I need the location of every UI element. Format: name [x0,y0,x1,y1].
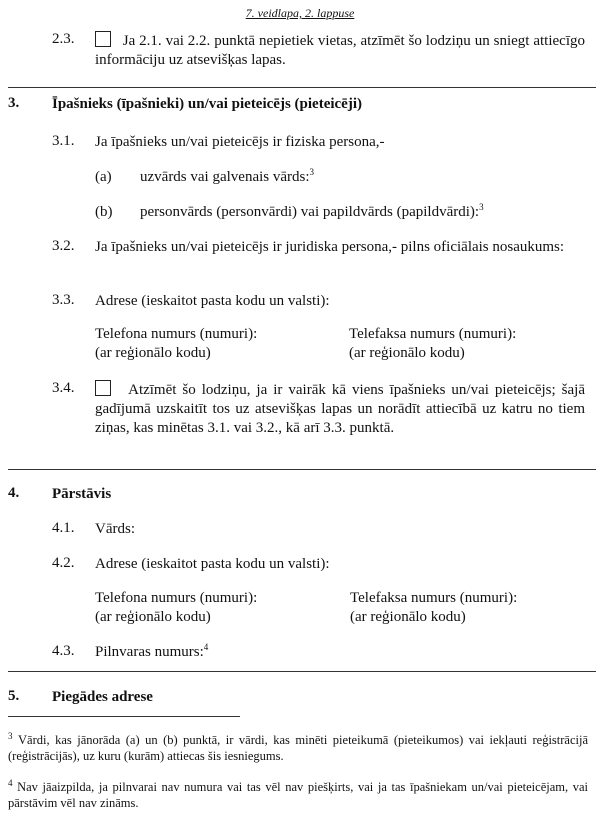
item-3-4-text: Atzīmēt šo lodziņu, ja ir vairāk kā viens īpašnieks un/vai pieteicējs; šajā gadījumā uzskaitīt tos uz atsevišķas lapas un norādīt attiecībā uz katru no tiem ziņas, kas minētas 3.1. vai 3.2., kā arī 3.3. punktā. [95,382,585,436]
item-3-1-b-label: (b) [95,204,113,220]
item-4-3-text: Pilnvaras numurs: [95,644,204,660]
item-number-4-3: 4.3. [52,643,75,659]
item-3-1-a-text: uzvārds vai galvenais vārds: [140,169,310,185]
phone-label-4: Telefona numurs (numuri): [95,590,258,606]
section-4-title: Pārstāvis [52,486,112,502]
item-4-2-text: Adrese (ieskaitot pasta kodu un valsti): [95,556,330,572]
item-3-1-a-label: (a) [95,169,112,185]
item-2-3 [95,31,585,70]
item-number-4-1: 4.1. [52,520,75,536]
section-divider [8,469,596,470]
footnote-4 [8,779,588,811]
item-number-3-3: 3.3. [52,292,75,308]
footnote-ref-4: 4 [203,642,209,652]
fax-sub-4: (ar reģionālo kodu) [350,609,466,625]
footnote-ref-3b: 3 [479,202,484,212]
item-number-3-1: 3.1. [52,133,75,149]
item-number-3-4: 3.4. [52,380,75,396]
item-3-1-b [140,203,484,222]
phone-sub-3: (ar reģionālo kodu) [95,345,211,361]
item-3-3-text: Adrese (ieskaitot pasta kodu un valsti): [95,293,330,309]
item-number-4-2: 4.2. [52,555,75,571]
section-3-number: 3. [8,95,20,111]
item-4-1-text: Vārds: [95,521,135,537]
page-header: 7. veidlapa, 2. lappuse [245,6,355,20]
footnote-mark: 4 [8,777,13,788]
section-5-number: 5. [8,688,20,704]
item-4-3 [95,643,208,662]
footnote-separator [8,716,240,717]
footnote-ref-3a: 3 [309,167,315,177]
section-5-title: Piegādes adrese [52,689,153,705]
footnote-text: Nav jāaizpilda, ja pilnvarai nav numura vai tas vēl nav piešķirts, vai ja tas īpašniekam un/vai pieteicējam, vai pārstāvim vēl nav zināms. [8,780,588,810]
section-4-number: 4. [8,485,20,501]
item-number-3-2: 3.2. [52,238,75,254]
phone-sub-4: (ar reģionālo kodu) [95,609,211,625]
fax-sub-3: (ar reģionālo kodu) [349,345,465,361]
item-2-3-text: Ja 2.1. vai 2.2. punktā nepietiek vietas, atzīmēt šo lodziņu un sniegt attiecīgo informāciju uz atsevišķas lapas. [95,33,586,68]
item-3-1-a [140,168,314,187]
section-divider [8,87,596,88]
item-3-2-text: Ja īpašnieks un/vai pieteicējs ir juridiska persona,- pilns oficiālais nosaukums: [95,239,565,255]
phone-label-3: Telefona numurs (numuri): [95,326,258,342]
footnote-mark: 3 [8,730,13,741]
section-divider [8,671,596,672]
item-3-1-b-text: personvārds (personvārdi) vai papildvārds (papildvārdi): [140,204,480,220]
fax-label-3: Telefaksa numurs (numuri): [349,326,517,342]
footnote-text: Vārdi, kas jānorāda (a) un (b) punktā, ir vārdi, kas minēti pieteikumā (pieteikumos) vai iekļauti reģistrācijā (reģistrācijās), uz kuru (kurām) attiecas šis iesniegums. [8,733,589,763]
section-3-title: Īpašnieks (īpašnieki) un/vai pieteicējs (pieteicēji) [52,96,362,112]
fax-label-4: Telefaksa numurs (numuri): [350,590,518,606]
footnote-3 [8,732,588,764]
checkbox-2-3[interactable] [95,31,111,47]
item-number-2-3: 2.3. [52,31,75,47]
item-3-1-text: Ja īpašnieks un/vai pieteicējs ir fiziska persona,- [95,134,385,150]
item-3-4 [95,380,585,438]
checkbox-3-4[interactable] [95,380,111,396]
